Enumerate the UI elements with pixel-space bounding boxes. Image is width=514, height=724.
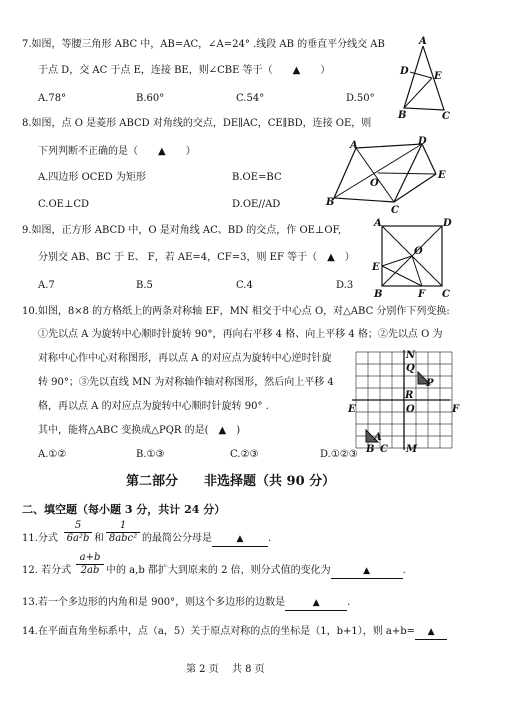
q8-label-e: E [438, 170, 446, 181]
q10-label-f: F [452, 404, 460, 415]
q11-suffix: 的最简公分母是 ▲ . [142, 532, 271, 547]
q11-frac1-den: 6a²b [64, 532, 92, 545]
q8-option-b: B.OE=BC [232, 172, 282, 183]
q12-fraction [76, 552, 104, 577]
q7-triangle-figure [396, 36, 456, 120]
q7-option-c: C.54° [236, 93, 265, 104]
q14-answer-blank[interactable]: ▲ [415, 626, 447, 640]
q11-answer-blank[interactable]: ▲ [212, 533, 268, 547]
q14-text: 14.在平面直角坐标系中，点（a，5）关于原点对称的点的坐标是（1，b+1），则 a+b= [22, 626, 416, 637]
q7-option-b: B.60° [136, 93, 165, 104]
q10-label-a: A [374, 432, 382, 443]
q9-option-c: C.4 [236, 280, 253, 291]
q11-mid: 和 [94, 533, 104, 544]
q8-option-a: A.四边形 OCED 为矩形 [38, 172, 146, 183]
q10-label-m: M [406, 444, 418, 455]
q10-line4: 转 90°；③先以直线 MN 为对称轴作轴对称图形，然后向上平移 4 [38, 377, 334, 388]
q12-suffix-text: 中的 a,b 都扩大到原来的 2 倍，则分式值的变化为 [106, 565, 331, 576]
q10-option-d: D.①②③ [320, 449, 358, 460]
q10-label-n: N [406, 350, 416, 361]
q10-option-b: B.①③ [136, 449, 165, 460]
q10-option-c: C.②③ [230, 449, 259, 460]
q13-line: 13.若一个多边形的内角和是 900°，则这个多边形的边数是 ▲ . [22, 596, 350, 611]
q8-line1: 8.如图，点 O 是菱形 ABCD 对角线的交点，DE∥AC，CE∥BD，连接 OE，则 [22, 118, 372, 129]
q9-label-a: A [374, 218, 382, 229]
q9-label-e: E [372, 262, 380, 273]
q9-square-figure [368, 218, 452, 298]
q8-option-c: C.OE⊥CD [38, 199, 90, 210]
q9-line2: 分别交 AB、BC 于 E、 F，若 AE=4，CF=3，则 EF 等于（ ▲ ） [38, 252, 355, 263]
q7-label-a: A [419, 36, 427, 47]
q10-label-c: C [380, 444, 388, 455]
q10-grid-figure [346, 346, 464, 454]
q8-label-a: A [350, 140, 358, 151]
q9-label-f: F [418, 289, 426, 300]
q10-line5: 格，再以点 A 的对应点为旋转中心顺时针旋转 90° . [38, 401, 269, 412]
q9-line1: 9.如图，正方形 ABCD 中，O 是对角线 AC、BD 的交点，作 OE⊥OF, [22, 225, 342, 236]
q8-line2: 下列判断不正确的是（ ▲ ） [38, 146, 196, 157]
q7-label-b: B [398, 110, 407, 121]
q10-line3: 对称中心作中心对称图形，再以点 A 的对应点为旋转中心逆时针旋 [38, 353, 332, 364]
q11-fraction-1 [64, 520, 92, 545]
q12-suffix: 中的 a,b 都扩大到原来的 2 倍，则分式值的变化为 ▲ . [106, 564, 406, 579]
q11-frac2-den: 8abc² [106, 532, 140, 545]
q11-fraction-2 [106, 520, 140, 545]
q7-option-d: D.50° [346, 93, 375, 104]
q11-suffix-text: 的最简公分母是 [142, 533, 212, 544]
q10-label-e: E [348, 404, 356, 415]
q11-prefix: 11.分式 [22, 533, 58, 544]
q8-label-b: B [326, 197, 335, 208]
q8-label-c: C [391, 205, 399, 216]
q13-answer-blank[interactable]: ▲ [285, 597, 347, 611]
q12-answer-blank[interactable]: ▲ [331, 565, 403, 579]
q11-frac1-num: 5 [74, 520, 82, 531]
q7-line2: 于点 D，交 AC 于点 E，连接 BE，则∠CBE 等于（ ▲ ） [38, 65, 331, 76]
part2-title: 第二部分 非选择题（共 90 分） [126, 474, 336, 489]
q14-line [22, 625, 447, 640]
q9-option-b: B.5 [136, 280, 153, 291]
q10-label-o: O [406, 404, 415, 415]
q9-label-o: O [414, 246, 423, 257]
q10-line2: ①先以点 A 为旋转中心顺时针旋转 90°，再向右平移 4 格、向上平移 4 格；②先以点 O 为 [38, 329, 443, 340]
section2-title: 二、填空题（每小题 3 分，共计 24 分） [22, 503, 226, 516]
q7-label-e: E [434, 71, 442, 82]
q10-option-a: A.①② [38, 449, 67, 460]
q7-line1: 7.如图，等腰三角形 ABC 中，AB=AC，∠A=24° .线段 AB 的垂直平分线交 AB [22, 39, 385, 50]
q8-option-d: D.OE//AD [232, 199, 281, 210]
q8-rhombus-figure [326, 136, 450, 216]
page-footer: 第 2 页 共 8 页 [186, 664, 265, 675]
q12-frac-num: a+b [79, 552, 101, 563]
q11-frac2-num: 1 [119, 520, 127, 531]
q7-label-d: D [400, 66, 409, 77]
q8-label-o: O [370, 178, 379, 189]
q10-label-p: P [426, 378, 434, 389]
q7-label-c: C [442, 111, 450, 122]
q9-label-b: B [374, 289, 383, 300]
q8-label-d: D [418, 136, 427, 147]
q9-option-d: D.3 [336, 280, 354, 291]
q10-label-b: B [366, 444, 375, 455]
q12-prefix: 12. 若分式 [22, 565, 72, 576]
q7-option-a: A.78° [38, 93, 67, 104]
q9-label-d: D [443, 218, 452, 229]
q10-label-q: Q [406, 363, 415, 374]
q12-frac-den: 2ab [76, 564, 104, 577]
q13-text: 13.若一个多边形的内角和是 900°，则这个多边形的边数是 [22, 597, 286, 608]
q10-line1: 10.如图，8×8 的方格纸上的两条对称轴 EF，MN 相交于中心点 O，对△ABC 分别作下列变换: [22, 306, 450, 317]
q10-label-r: R [405, 390, 414, 401]
q9-label-c: C [442, 289, 450, 300]
q9-option-a: A.7 [38, 280, 55, 291]
q10-line6: 其中，能将△ABC 变换成△PQR 的是( ▲ ) [38, 425, 241, 436]
